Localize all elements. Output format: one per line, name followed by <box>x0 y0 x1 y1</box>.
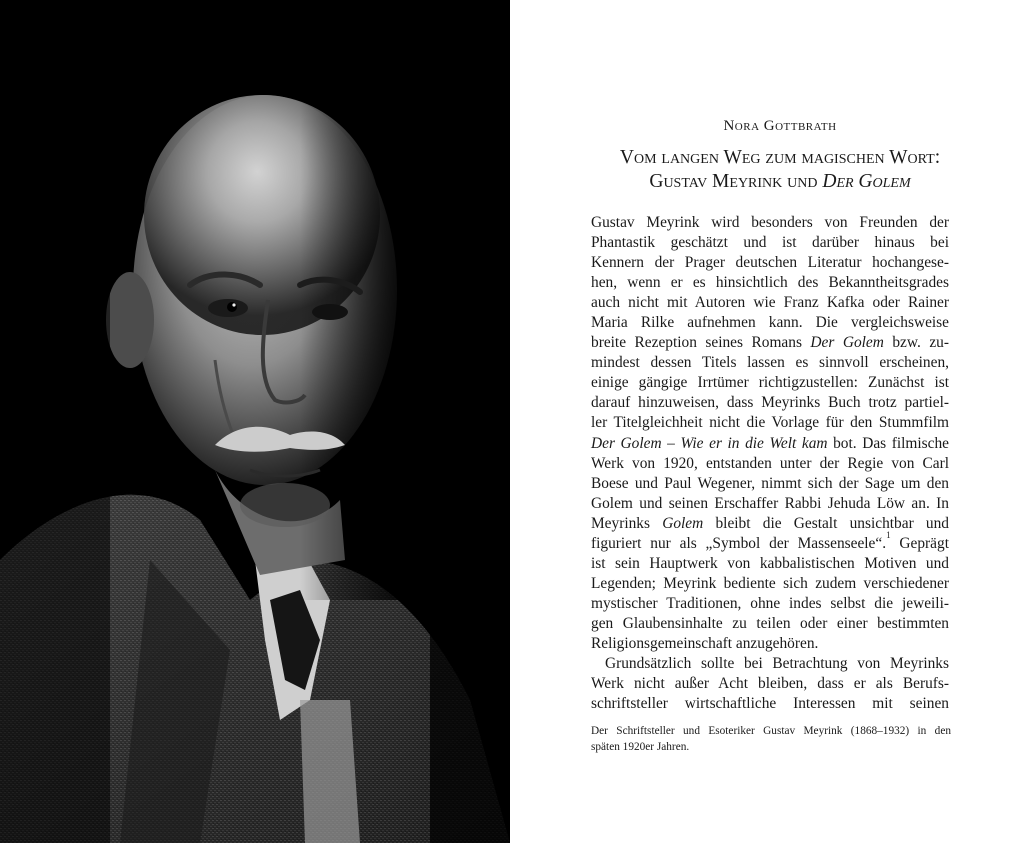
body-line: darauf hinzuweisen, dass Meyrinks Buch trotz partiel- <box>591 394 949 412</box>
title-italic: Der Golem <box>822 171 911 192</box>
text-page <box>510 0 1020 843</box>
body-line: Kennern der Prager deutschen Literatur hochangese- <box>591 254 949 272</box>
body-line: mystischer Traditionen, ohne indes selbst die jeweili- <box>591 594 949 612</box>
body-line: auch nicht mit Autoren wie Franz Kafka oder Rainer <box>591 294 949 312</box>
body-line: hen, wenn er es hinsichtlich des Bekanntheitsgrades <box>591 274 949 292</box>
body-line: figuriert nur als „Symbol der Massenseele“.$^1$ Geprägt <box>591 529 949 552</box>
caption-line: Der Schriftsteller und Esoteriker Gustav Meyrink (1868–1932) in den <box>591 725 951 737</box>
body-line: gen Glaubensinhalte zu teilen oder einer bestimmten <box>591 614 949 632</box>
body-line: Grundsätzlich sollte bei Betrachtung von Meyrinks <box>605 655 949 673</box>
body-line: Legenden; Meyrink bediente sich zudem verschiedener <box>591 574 949 592</box>
body-line: Religionsgemeinschaft anzugehören. <box>591 634 819 652</box>
caption-line: späten 1920er Jahren. <box>591 740 690 753</box>
title-line-2: Gustav Meyrink und Der Golem <box>649 171 911 192</box>
body-line: Boese und Paul Wegener, nimmt sich der Sage um den <box>591 474 949 492</box>
body-line: Gustav Meyrink wird besonders von Freunden der <box>591 214 949 231</box>
photo-caption <box>591 724 951 755</box>
author-name: Nora Gottbrath <box>723 118 837 134</box>
footnote-marker[interactable]: 1 <box>886 529 891 540</box>
body-line: einige gängige Irrtümer richtigzustellen: Zunächst ist <box>591 374 949 392</box>
body-line: Werk nicht außer Acht bleiben, dass er als Berufs- <box>591 675 949 693</box>
article-body <box>591 213 949 714</box>
title-line-1: Vom langen Weg zum magischen Wort: <box>619 147 941 168</box>
body-line: schriftsteller wirtschaftliche Interessen mit seinen <box>591 695 949 713</box>
body-line: Maria Rilke aufnehmen kann. Die vergleichsweise <box>591 314 949 332</box>
body-line: breite Rezeption seines Romans Der Golem bzw. zu- <box>591 334 949 352</box>
article-title <box>570 146 990 194</box>
body-line: Meyrinks Golem bleibt die Gestalt unsichtbar und <box>591 514 949 532</box>
body-line: Werk von 1920, entstanden unter der Regie von Carl <box>591 454 949 472</box>
body-line: Phantastik geschätzt und ist darüber hinaus bei <box>591 234 949 252</box>
body-line: Golem und seinen Erschaffer Rabbi Jehuda Löw an. In <box>591 494 949 512</box>
body-line: ler Titelgleichheit nicht die Vorlage für den Stummfilm <box>591 414 949 432</box>
body-line: ist sein Hauptwerk von kabbalistischen Motiven und <box>591 554 949 572</box>
body-line: mindest dessen Titels lassen es sinnvoll erscheinen, <box>591 354 949 372</box>
body-line: Der Golem – Wie er in die Welt kam bot. Das filmische <box>591 434 950 452</box>
